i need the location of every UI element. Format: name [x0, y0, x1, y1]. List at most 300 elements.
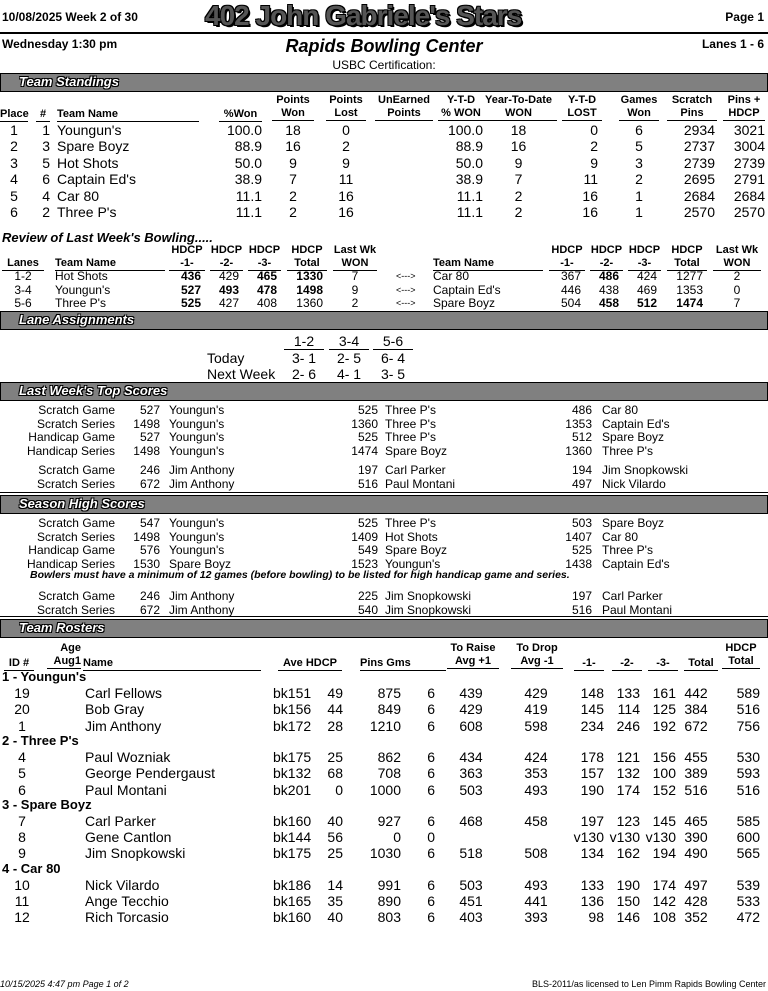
score-holder: Three P's: [602, 543, 653, 558]
hdcp-score: 1498: [296, 282, 323, 297]
team-name: Spare Boyz: [433, 296, 496, 310]
column-header: Last Wk WON: [333, 244, 377, 269]
score-holder: Nick Vilardo: [602, 476, 666, 491]
score-value: 503: [571, 516, 592, 530]
bowler-id: 1: [18, 717, 26, 734]
bowler-pins: 890: [377, 893, 401, 909]
bowler-name: Rich Torcasio: [85, 909, 169, 926]
bowler-handicap: 40: [327, 909, 343, 926]
to-drop-avg: 393: [524, 909, 548, 926]
bowler-average: bk175: [273, 845, 312, 862]
score-value: 246: [139, 463, 160, 477]
standings-team: Car 80: [57, 187, 100, 204]
score-category: Scratch Series: [36, 416, 115, 431]
game-3: 174: [652, 876, 676, 893]
bowler-id: 5: [18, 765, 26, 782]
column-header: -1-: [574, 657, 604, 671]
score-holder: Jim Snopkowski: [602, 463, 689, 477]
score-holder: Three P's: [602, 443, 653, 458]
last-week-won: 7: [733, 296, 741, 310]
hdcp-score: 1360: [296, 296, 323, 310]
standings-hdcp: 3021: [733, 122, 765, 138]
to-drop-avg: 598: [524, 717, 548, 734]
hdcp-score: 1353: [676, 282, 703, 297]
score-value: 1474: [351, 443, 378, 458]
score-category: Scratch Series: [36, 476, 115, 491]
score-holder: Captain Ed's: [602, 556, 670, 571]
score-holder: Youngun's: [169, 516, 225, 530]
team-pairing: 3- 5: [380, 366, 406, 382]
last-week-won: 2: [351, 296, 359, 310]
divider: [0, 492, 768, 493]
score-holder: Carl Parker: [602, 589, 663, 603]
hdcp-score: 429: [218, 269, 239, 283]
score-holder: Youngun's: [169, 529, 225, 544]
score-value: 527: [139, 430, 160, 445]
bowler-average: bk151: [273, 685, 312, 701]
lane-pair-header: 1-2: [284, 333, 324, 350]
standings-hdcp: 2739: [733, 154, 765, 171]
bowler-name: Jim Anthony: [85, 717, 162, 734]
column-header: HDCP -3-: [248, 244, 281, 269]
score-value: 516: [571, 602, 592, 617]
standings-lost: 9: [342, 154, 350, 171]
bowler-pins: 0: [393, 829, 401, 846]
bowler-pins: 991: [377, 876, 401, 893]
team-name: Youngun's: [55, 282, 111, 297]
bowler-pins: 927: [377, 812, 401, 829]
standings-won: 9: [289, 154, 297, 171]
column-header: Team Name: [433, 257, 543, 271]
to-drop-avg: 429: [524, 685, 548, 701]
bowler-id: 12: [14, 909, 30, 926]
score-holder: Car 80: [602, 529, 639, 544]
standings-pct: 11.1: [235, 187, 262, 204]
score-value: 1438: [565, 556, 592, 571]
header-rule: [0, 32, 768, 34]
bowler-games: 6: [427, 812, 435, 829]
standings-place: 6: [10, 204, 18, 220]
bowler-games: 6: [427, 748, 435, 765]
bowler-handicap: 25: [327, 845, 343, 862]
to-raise-avg: 518: [459, 845, 483, 862]
bowler-average: bk156: [273, 701, 312, 718]
column-header: Scratch Pins: [667, 94, 717, 121]
column-header: Team Name: [57, 108, 199, 122]
standings-lost: 0: [342, 122, 350, 138]
to-raise-avg: 451: [459, 893, 483, 909]
handicap-total: 533: [736, 893, 760, 909]
standings-num: 2: [42, 204, 50, 220]
score-holder: Jim Anthony: [169, 589, 235, 603]
column-header: HDCP -1-: [169, 244, 205, 271]
standings-place: 1: [10, 122, 18, 138]
score-category: Scratch Game: [38, 516, 115, 530]
standings-ytd_lost: 16: [582, 204, 598, 220]
footer-license: BLS-2011/as licensed to Len Pimm Rapids Bowling Center: [532, 979, 766, 989]
game-3: 156: [652, 748, 676, 765]
game-1: 136: [580, 893, 604, 909]
game-1: 134: [580, 845, 604, 862]
game-2: 246: [616, 717, 640, 734]
column-header: Place: [0, 108, 29, 120]
score-value: 540: [357, 602, 378, 617]
game-2: 150: [616, 893, 640, 909]
standings-team: Three P's: [57, 204, 117, 220]
to-raise-avg: 439: [459, 685, 483, 701]
score-holder: Jim Anthony: [169, 602, 235, 617]
score-value: 497: [571, 476, 592, 491]
score-value: 1353: [565, 416, 592, 431]
score-value: 512: [571, 430, 592, 445]
game-3: 108: [652, 909, 676, 926]
column-header: ID #: [4, 657, 34, 671]
roster-team-title: 3 - Spare Boyz: [2, 796, 92, 812]
bowler-average: bk175: [273, 748, 312, 765]
game-2: 133: [616, 685, 640, 701]
review-title: Review of Last Week's Bowling.....: [2, 230, 213, 245]
bowler-handicap: 35: [327, 893, 343, 909]
bowler-name: Carl Fellows: [85, 685, 163, 701]
section-title: Lane Assignments: [19, 312, 135, 327]
season-high-band: [0, 495, 768, 514]
team-pairing: 3- 1: [291, 350, 317, 366]
column-header: To Drop Avg -1: [511, 642, 563, 669]
to-drop-avg: 493: [524, 781, 548, 798]
bowler-handicap: 56: [327, 829, 343, 846]
column-header: Year-To-Date WON: [480, 94, 557, 121]
score-category: Handicap Game: [28, 543, 115, 558]
section-title: Last Week's Top Scores: [19, 383, 168, 398]
score-value: 1498: [133, 416, 160, 431]
standings-pct: 88.9: [234, 138, 262, 155]
column-header: Lanes: [2, 257, 44, 271]
bowler-games: 6: [427, 876, 435, 893]
score-value: 525: [571, 543, 592, 558]
score-category: Scratch Game: [38, 463, 115, 477]
hdcp-score: 1277: [676, 269, 703, 283]
versus-arrow: <--->: [396, 284, 416, 295]
bowler-name: Nick Vilardo: [85, 876, 160, 893]
score-value: 672: [139, 476, 160, 491]
score-holder: Youngun's: [385, 556, 441, 571]
score-value: 527: [139, 403, 160, 417]
score-value: 197: [357, 463, 378, 477]
hdcp-score: 446: [560, 282, 581, 297]
report-date-week: 10/08/2025 Week 2 of 30: [2, 10, 138, 24]
bowler-pins: 708: [377, 765, 401, 782]
score-value: 246: [139, 589, 160, 603]
bowler-id: 20: [14, 701, 30, 718]
standings-lost: 16: [338, 204, 354, 220]
team-name: Car 80: [433, 269, 470, 283]
standings-hdcp: 2570: [733, 204, 765, 220]
section-title: Team Rosters: [19, 620, 105, 635]
hdcp-score: 512: [636, 296, 657, 310]
score-holder: Paul Montani: [385, 476, 456, 491]
handicap-total: 539: [736, 876, 760, 893]
game-2: 121: [616, 748, 640, 765]
score-value: 194: [571, 463, 592, 477]
hdcp-score: 436: [180, 269, 201, 283]
column-header: HDCP Total: [287, 244, 327, 271]
to-drop-avg: 441: [524, 893, 548, 909]
standings-ytd_pct: 11.1: [456, 204, 483, 220]
game-1: 98: [588, 909, 604, 926]
standings-games: 3: [635, 154, 643, 171]
to-raise-avg: 429: [459, 701, 483, 718]
bowler-id: 6: [18, 781, 26, 798]
hdcp-score: 1330: [296, 269, 323, 283]
column-header: Total: [684, 657, 718, 671]
standings-lost: 11: [338, 171, 354, 188]
bowler-handicap: 44: [327, 701, 343, 718]
standings-lost: 2: [342, 138, 350, 155]
score-holder: Youngun's: [169, 443, 225, 458]
game-3: v130: [645, 829, 676, 846]
game-3: 125: [652, 701, 676, 718]
score-category: Scratch Game: [38, 589, 115, 603]
bowler-average: bk132: [273, 765, 312, 782]
column-header: -2-: [612, 657, 642, 671]
bowler-handicap: 0: [335, 781, 343, 798]
score-holder: Three P's: [385, 416, 436, 431]
score-holder: Paul Montani: [602, 602, 673, 617]
handicap-total: 516: [736, 781, 760, 798]
roster-team-title: 1 - Youngun's: [2, 669, 87, 684]
team-pairing: 6- 4: [380, 350, 406, 366]
game-2: 114: [617, 701, 640, 718]
game-1: 234: [580, 717, 604, 734]
hdcp-score: 438: [598, 282, 619, 297]
bowler-games: 6: [427, 781, 435, 798]
standings-pct: 100.0: [226, 122, 262, 138]
bowler-pins: 1030: [369, 845, 401, 862]
score-value: 1498: [133, 443, 160, 458]
game-3: 142: [652, 893, 676, 909]
bowler-average: bk165: [273, 893, 312, 909]
hdcp-score: 458: [598, 296, 619, 310]
game-1: v130: [573, 829, 604, 846]
hdcp-score: 367: [560, 269, 581, 283]
series-total: 497: [684, 876, 708, 893]
page-number: Page 1: [725, 10, 764, 24]
standings-won: 2: [289, 187, 297, 204]
score-holder: Youngun's: [169, 416, 225, 431]
column-header: Pins Gms: [360, 657, 446, 671]
bowler-id: 10: [14, 876, 30, 893]
team-name: Captain Ed's: [433, 282, 501, 297]
score-holder: Spare Boyz: [385, 543, 448, 558]
column-header: Points Lost: [326, 94, 366, 121]
series-total: 389: [684, 765, 708, 782]
series-total: 384: [684, 701, 708, 718]
score-category: Scratch Series: [36, 529, 115, 544]
bowler-id: 9: [18, 845, 26, 862]
standings-ytd_lost: 0: [590, 122, 598, 138]
score-value: 549: [357, 543, 378, 558]
column-header: UnEarned Points: [375, 94, 433, 121]
column-header: #: [36, 108, 50, 122]
column-header: Last Wk WON: [713, 244, 761, 271]
standings-hdcp: 2791: [733, 171, 765, 188]
standings-ytd_pct: 100.0: [447, 122, 483, 138]
standings-ytd_pct: 50.0: [455, 154, 483, 171]
game-2: 123: [616, 812, 640, 829]
score-holder: Youngun's: [169, 430, 225, 445]
series-total: 465: [684, 812, 708, 829]
column-header: HDCP -2-: [210, 244, 243, 269]
standings-games: 2: [635, 171, 643, 188]
series-total: 672: [684, 717, 708, 734]
standings-ytd_won: 2: [514, 187, 523, 204]
game-2: 162: [616, 845, 640, 862]
team-name: Hot Shots: [55, 269, 108, 283]
hdcp-score: 469: [636, 282, 657, 297]
team-name: Three P's: [55, 296, 106, 310]
score-holder: Spare Boyz: [385, 443, 448, 458]
standings-place: 3: [10, 154, 18, 171]
series-total: 428: [684, 893, 708, 909]
score-value: 1407: [565, 529, 592, 544]
bowler-name: Carl Parker: [85, 812, 156, 829]
score-holder: Three P's: [385, 516, 436, 530]
bowler-average: bk186: [273, 876, 312, 893]
score-holder: Captain Ed's: [602, 416, 670, 431]
to-raise-avg: 403: [459, 909, 483, 926]
season-high-note: Bowlers must have a minimum of 12 games (before bowling) to be listed for high handicap game and series.: [30, 569, 570, 581]
standings-ytd_pct: 11.1: [456, 187, 483, 204]
game-3: 145: [652, 812, 676, 829]
team-pairing: 4- 1: [336, 366, 362, 382]
score-holder: Spare Boyz: [169, 556, 232, 571]
bowler-handicap: 49: [327, 685, 343, 701]
top-scores-band: [0, 382, 768, 401]
bowler-name: Jim Snopkowski: [85, 845, 186, 862]
section-title: Season High Scores: [19, 496, 145, 511]
column-header: Age Aug1: [47, 642, 81, 669]
versus-arrow: <--->: [396, 298, 416, 308]
handicap-total: 565: [736, 845, 760, 862]
bowler-games: 6: [427, 909, 435, 926]
standings-num: 1: [42, 122, 50, 138]
bowler-games: 6: [427, 685, 435, 701]
hdcp-score: 465: [256, 269, 277, 283]
bowler-pins: 803: [377, 909, 401, 926]
score-category: Scratch Series: [36, 602, 115, 617]
handicap-total: 472: [736, 909, 760, 926]
bowler-average: bk201: [273, 781, 312, 798]
series-total: 352: [684, 909, 708, 926]
assignment-label: Today: [207, 350, 245, 366]
game-1: 148: [580, 685, 604, 701]
standings-won: 18: [285, 122, 301, 138]
bowler-games: 0: [427, 829, 435, 846]
to-drop-avg: 424: [524, 748, 548, 765]
to-drop-avg: 419: [524, 701, 548, 718]
roster-team-title: 2 - Three P's: [2, 732, 79, 748]
league-title: 402 John Gabriele's Stars: [205, 0, 522, 31]
standings-num: 4: [42, 187, 50, 204]
standings-ytd_lost: 16: [582, 187, 598, 204]
column-header: Games Won: [620, 94, 658, 119]
score-holder: Carl Parker: [385, 463, 446, 477]
team-rosters-band: [0, 619, 768, 638]
column-header: HDCP Total: [722, 642, 760, 669]
score-value: 1498: [133, 529, 160, 544]
standings-place: 5: [10, 187, 18, 204]
score-value: 672: [139, 602, 160, 617]
score-value: 576: [139, 543, 160, 558]
column-header: HDCP -1-: [549, 244, 585, 271]
bowler-handicap: 28: [327, 717, 343, 734]
score-value: 197: [571, 589, 592, 603]
standings-hdcp: 3004: [733, 138, 765, 155]
standings-ytd_won: 7: [514, 171, 523, 188]
score-category: Scratch Game: [38, 403, 115, 417]
standings-pct: 38.9: [234, 171, 262, 188]
bowler-id: 4: [18, 748, 26, 765]
bowler-pins: 849: [377, 701, 401, 718]
game-1: 190: [580, 781, 604, 798]
standings-place: 2: [10, 138, 18, 155]
bowler-pins: 1000: [369, 781, 401, 798]
score-value: 516: [357, 476, 378, 491]
last-week-won: 0: [733, 282, 741, 297]
standings-won: 7: [289, 171, 297, 188]
score-category: Handicap Game: [28, 430, 115, 445]
game-2: 174: [616, 781, 640, 798]
lanes: 3-4: [14, 282, 32, 297]
standings-won: 2: [289, 204, 297, 220]
column-header: Team Name: [55, 257, 165, 271]
bowler-name: Bob Gray: [85, 701, 145, 718]
handicap-total: 600: [736, 829, 760, 846]
series-total: 455: [684, 748, 708, 765]
standings-ytd_lost: 9: [590, 154, 598, 171]
standings-ytd_lost: 2: [590, 138, 598, 155]
bowling-center: Rapids Bowling Center: [285, 36, 483, 56]
game-3: 192: [652, 717, 676, 734]
score-category: Handicap Series: [26, 443, 115, 458]
game-2: 190: [616, 876, 640, 893]
standings-num: 3: [42, 138, 50, 155]
bowler-handicap: 25: [327, 748, 343, 765]
bowler-id: 19: [14, 685, 30, 701]
standings-pct: 50.0: [234, 154, 262, 171]
standings-hdcp: 2684: [733, 187, 765, 204]
bowler-games: 6: [427, 845, 435, 862]
score-value: 486: [571, 403, 592, 417]
game-1: 145: [580, 701, 604, 718]
series-total: 442: [684, 685, 708, 701]
game-1: 157: [580, 765, 604, 782]
column-header: -3-: [648, 657, 678, 671]
standings-pct: 11.1: [235, 204, 262, 220]
column-header: HDCP -2-: [590, 244, 623, 269]
game-1: 178: [580, 748, 604, 765]
to-drop-avg: 353: [524, 765, 548, 782]
score-holder: Car 80: [602, 403, 639, 417]
bowler-name: George Pendergaust: [85, 765, 215, 782]
game-2: 132: [616, 765, 640, 782]
standings-games: 5: [635, 138, 643, 155]
standings-scratch: 2684: [683, 187, 715, 204]
hdcp-score: 493: [218, 282, 239, 297]
team-pairing: 2- 6: [291, 366, 317, 382]
bowler-handicap: 40: [327, 812, 343, 829]
to-drop-avg: 508: [524, 845, 548, 862]
